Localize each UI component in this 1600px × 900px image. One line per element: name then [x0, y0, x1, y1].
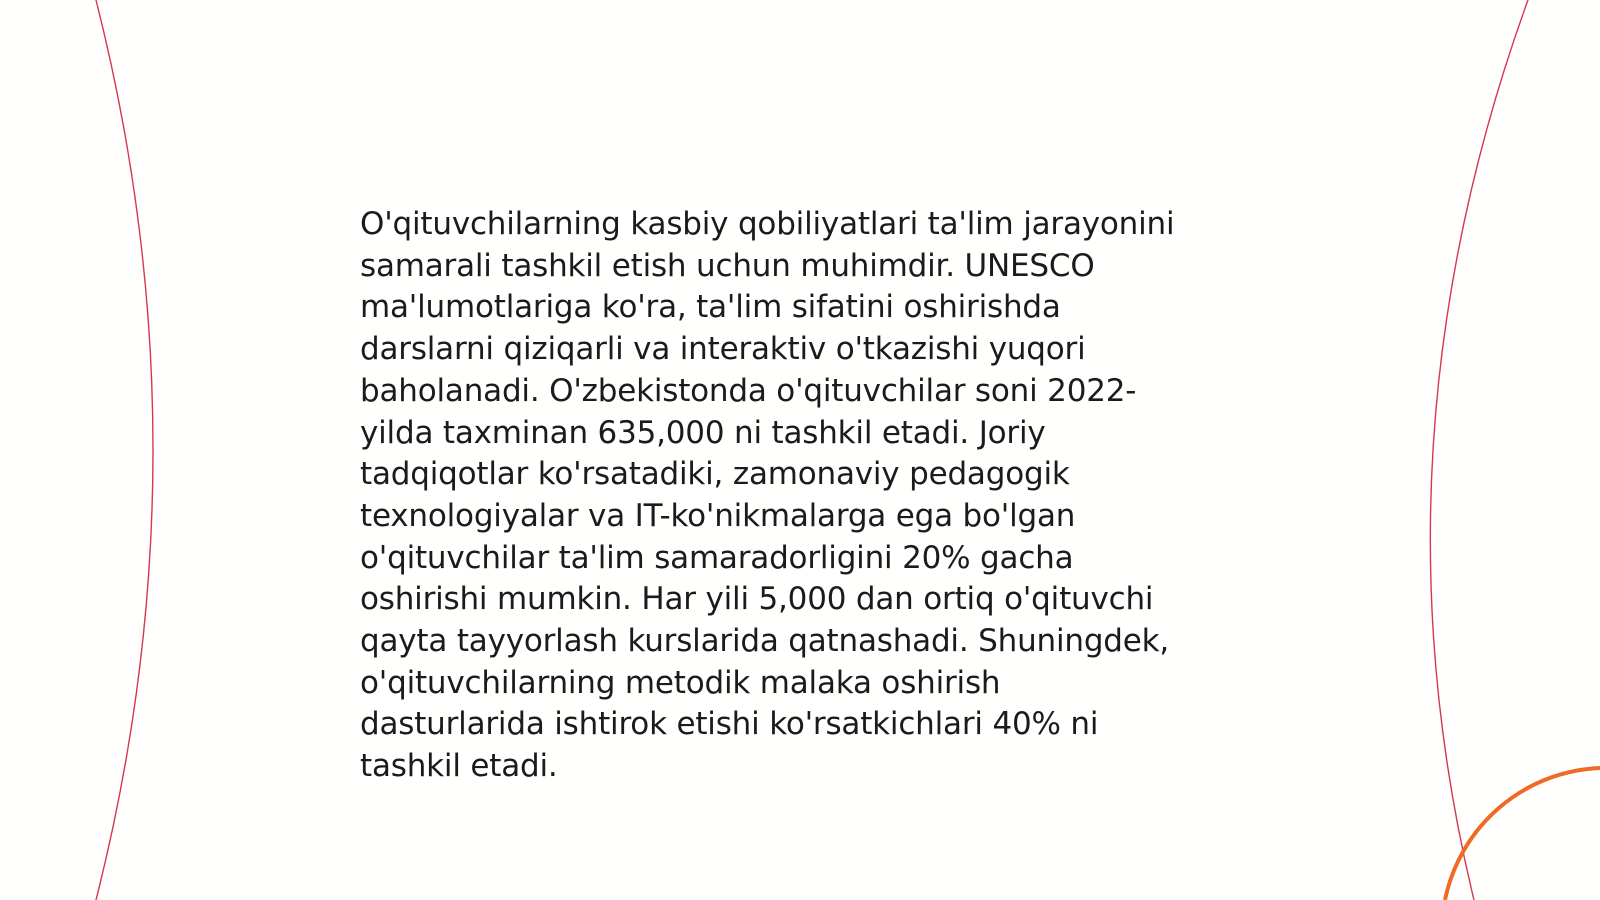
- accent-arc: [1445, 768, 1600, 900]
- body-line: O'qituvchilarning kasbiy qobiliyatlari ta'lim jarayonini: [360, 206, 1175, 242]
- body-line: oshirishi mumkin. Har yili 5,000 dan ortiq o'qituvchi: [360, 581, 1154, 618]
- body-line: ma'lumotlariga ko'ra, ta'lim sifatini oshirishda: [360, 289, 1061, 326]
- body-line: baholanadi. O'zbekistonda o'qituvchilar soni 2022-: [360, 372, 1137, 409]
- body-line: qayta tayyorlash kurslarida qatnashadi. Shuningdek,: [360, 623, 1170, 660]
- body-line: texnologiyalar va IT-ko'nikmalarga ega bo'lgan: [360, 497, 1076, 534]
- body-line: o'qituvchilarning metodik malaka oshirish: [360, 664, 1001, 701]
- body-line: tadqiqotlar ko'rsatadiki, zamonaviy pedagogik: [360, 456, 1070, 493]
- body-line: yilda taxminan 635,000 ni tashkil etadi. Joriy: [360, 414, 1046, 451]
- body-line: dasturlarida ishtirok etishi ko'rsatkichlari 40% ni: [360, 706, 1099, 743]
- left-curve-line: [96, 0, 153, 900]
- body-paragraph: [360, 204, 1240, 788]
- body-line: samarali tashkil etish uchun muhimdir. UNESCO: [360, 247, 1095, 284]
- body-line: o'qituvchilar ta'lim samaradorligini 20% gacha: [360, 539, 1074, 576]
- body-line: tashkil etadi.: [360, 748, 558, 785]
- body-line: darslarni qiziqarli va interaktiv o'tkazishi yuqori: [360, 331, 1086, 368]
- right-curve-line: [1430, 0, 1528, 900]
